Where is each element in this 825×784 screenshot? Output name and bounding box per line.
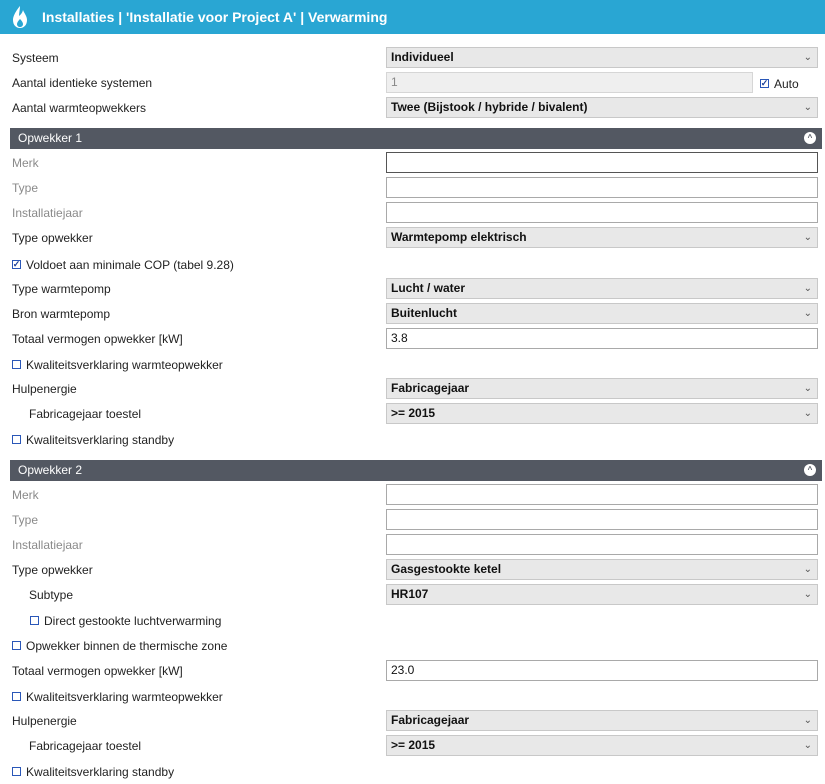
aantal-opwekkers-select[interactable] [386,97,818,118]
section-title: Opwekker 2 [18,463,83,477]
fabricagejaar-select[interactable] [386,403,818,424]
merk-input[interactable] [386,152,818,173]
hulpenergie-select-value: Fabricagejaar [391,381,470,395]
merk-label: Merk [12,488,39,502]
kwaliteit-checkbox[interactable] [12,360,21,369]
fabricagejaar-select-value: >= 2015 [391,406,436,420]
cop-label: Voldoet aan minimale COP (tabel 9.28) [26,257,234,272]
row-bron-1 [0,302,825,327]
chevron-down-icon: ⌄ [803,283,812,294]
kwaliteit-label: Kwaliteitsverklaring warmteopwekker [26,689,223,704]
binnen-zone-checkbox[interactable] [12,641,21,650]
kwaliteit-checkbox-row[interactable] [12,352,223,377]
binnen-zone-label: Opwekker binnen de thermische zone [26,638,228,653]
row-type-opwekker-1 [0,226,825,251]
direct-checkbox-row[interactable] [30,608,221,633]
bron-select[interactable] [386,303,818,324]
hulpenergie-select[interactable] [386,710,818,731]
row-systeem [0,46,825,71]
systeem-select[interactable] [386,47,818,68]
cop-checkbox-row[interactable] [12,252,234,277]
vermogen-label: Totaal vermogen opwekker [kW] [12,664,183,678]
row-aantal-opwekkers [0,96,825,121]
row-standby-1 [0,427,825,452]
row-aantal-identiek [0,71,825,96]
row-installatiejaar-1 [0,201,825,226]
type-opwekker-select-value: Warmtepomp elektrisch [391,230,527,244]
systeem-label: Systeem [12,51,59,65]
standby-checkbox-row[interactable] [12,427,174,452]
type-input[interactable] [386,177,818,198]
row-subtype-2 [0,583,825,608]
row-merk-2 [0,483,825,508]
collapse-icon[interactable]: ^ [804,464,816,476]
chevron-down-icon: ⌄ [803,232,812,243]
direct-checkbox[interactable] [30,616,39,625]
bron-label: Bron warmtepomp [12,307,111,321]
auto-checkbox-row[interactable] [760,71,799,96]
type-label: Type [12,513,39,527]
chevron-down-icon: ⌄ [803,589,812,600]
kwaliteit-checkbox-row[interactable] [12,684,223,709]
aantal-opwekkers-label: Aantal warmteopwekkers [12,101,147,115]
hulpenergie-label: Hulpenergie [12,382,77,396]
chevron-down-icon: ⌄ [803,408,812,419]
vermogen-label: Totaal vermogen opwekker [kW] [12,332,183,346]
chevron-down-icon: ⌄ [803,308,812,319]
section-opwekker-1[interactable] [10,128,822,149]
collapse-icon[interactable]: ^ [804,132,816,144]
hulpenergie-label: Hulpenergie [12,714,77,728]
type-opwekker-label: Type opwekker [12,231,93,245]
type-label: Type [12,181,39,195]
standby-label: Kwaliteitsverklaring standby [26,764,175,779]
installatiejaar-input[interactable] [386,202,818,223]
bron-select-value: Buitenlucht [391,306,457,320]
standby-label: Kwaliteitsverklaring standby [26,432,175,447]
type-opwekker-select[interactable] [386,227,818,248]
fabricagejaar-label: Fabricagejaar toestel [29,739,142,753]
type-input[interactable] [386,509,818,530]
vermogen-input[interactable]: 23.0 [386,660,818,681]
systeem-select-value: Individueel [391,50,454,64]
subtype-select[interactable] [386,584,818,605]
merk-input[interactable] [386,484,818,505]
row-standby-2 [0,759,825,784]
page-title: Installaties | 'Installatie voor Project A' | Verwarming [42,9,388,25]
type-warmtepomp-select[interactable] [386,278,818,299]
type-opwekker-select-value: Gasgestookte ketel [391,562,502,576]
title-bar [0,0,825,34]
row-cop-1 [0,252,825,277]
fabricagejaar-select-value: >= 2015 [391,738,436,752]
row-type-opwekker-2 [0,558,825,583]
row-fabricagejaar-1 [0,402,825,427]
chevron-down-icon: ⌄ [803,383,812,394]
auto-checkbox[interactable]: ✓ [760,78,769,88]
binnen-zone-checkbox-row[interactable] [12,633,227,658]
merk-label: Merk [12,156,39,170]
chevron-down-icon: ⌄ [803,52,812,63]
section-title: Opwekker 1 [18,131,83,145]
row-type-2 [0,508,825,533]
row-binnen-zone-2 [0,633,825,658]
standby-checkbox[interactable] [12,767,21,776]
chevron-down-icon: ⌄ [803,715,812,726]
chevron-down-icon: ⌄ [803,102,812,113]
fabricagejaar-label: Fabricagejaar toestel [29,407,142,421]
kwaliteit-checkbox[interactable] [12,692,21,701]
chevron-down-icon: ⌄ [803,740,812,751]
installatiejaar-label: Installatiejaar [12,206,83,220]
installatiejaar-input[interactable] [386,534,818,555]
aantal-identiek-label: Aantal identieke systemen [12,76,153,90]
row-vermogen-1 [0,327,825,352]
standby-checkbox[interactable] [12,435,21,444]
subtype-select-value: HR107 [391,587,429,601]
row-merk-1 [0,151,825,176]
row-type-1 [0,176,825,201]
type-warmtepomp-select-value: Lucht / water [391,281,466,295]
aantal-identiek-input[interactable]: 1 [386,72,753,93]
section-opwekker-2[interactable] [10,460,822,481]
row-kwaliteit-2 [0,684,825,709]
row-kwaliteit-1 [0,352,825,377]
row-hulpenergie-1 [0,377,825,402]
row-vermogen-2 [0,659,825,684]
installatiejaar-label: Installatiejaar [12,538,83,552]
standby-checkbox-row[interactable] [12,759,174,784]
vermogen-input[interactable]: 3.8 [386,328,818,349]
row-installatiejaar-2 [0,533,825,558]
row-direct-2 [0,608,825,633]
direct-label: Direct gestookte luchtverwarming [44,613,222,628]
chevron-down-icon: ⌄ [803,564,812,575]
type-opwekker-label: Type opwekker [12,563,93,577]
type-opwekker-select[interactable] [386,559,818,580]
hulpenergie-select[interactable] [386,378,818,399]
row-hulpenergie-2 [0,709,825,734]
cop-checkbox[interactable]: ✓ [12,259,21,269]
subtype-label: Subtype [29,588,74,602]
kwaliteit-label: Kwaliteitsverklaring warmteopwekker [26,357,223,372]
fabricagejaar-select[interactable] [386,735,818,756]
hulpenergie-select-value: Fabricagejaar [391,713,470,727]
auto-label: Auto [774,76,799,91]
type-warmtepomp-label: Type warmtepomp [12,282,111,296]
row-fabricagejaar-2 [0,734,825,759]
flame-icon [10,5,30,29]
row-type-warmtepomp-1 [0,277,825,302]
aantal-opwekkers-select-value: Twee (Bijstook / hybride / bivalent) [391,100,588,114]
